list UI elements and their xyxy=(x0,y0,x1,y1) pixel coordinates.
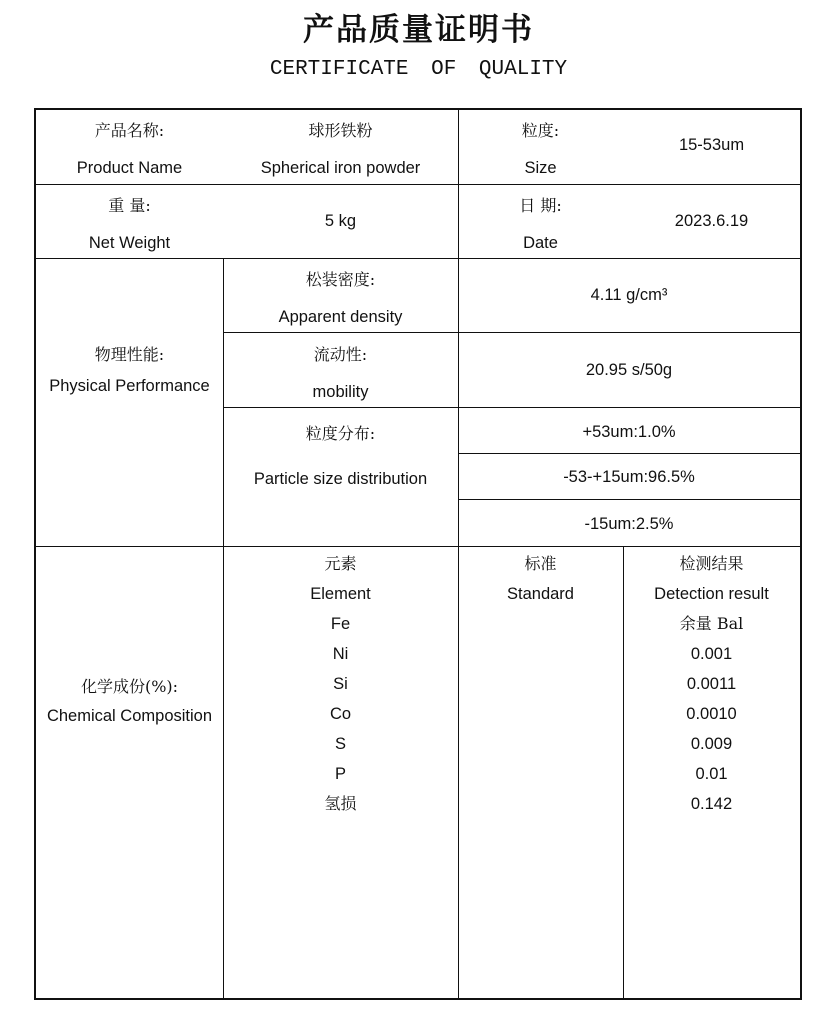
size-label-en: Size xyxy=(524,159,557,177)
apparent-density-value: 4.11 g/cm³ xyxy=(590,286,668,304)
chemical-label xyxy=(36,674,223,726)
rule-density xyxy=(223,332,800,333)
date-value: 2023.6.19 xyxy=(674,212,749,230)
product-value-en: Spherical iron powder xyxy=(260,159,421,177)
result-ni: 0.001 xyxy=(690,645,733,663)
document-title-cn: 产品质量证明书 xyxy=(303,12,534,48)
result-co: 0.0010 xyxy=(686,705,737,723)
date-label xyxy=(458,193,623,253)
weight-value: 5 kg xyxy=(324,212,357,230)
element-ni: Ni xyxy=(332,645,349,663)
rule-physical-end xyxy=(36,546,800,547)
chemical-label-cn: 化学成份(%): xyxy=(80,677,179,696)
size-label xyxy=(458,118,623,178)
element-header-en: Element xyxy=(310,585,371,603)
psd-value-coarse: +53um:1.0% xyxy=(582,423,676,441)
mobility-label xyxy=(223,342,458,402)
product-label-cn: 产品名称: xyxy=(94,121,165,140)
rule-row1 xyxy=(36,184,800,185)
result-p: 0.01 xyxy=(695,765,728,783)
rule-psd-1 xyxy=(458,453,800,454)
psd-label-en: Particle size distribution xyxy=(253,470,428,488)
element-co: Co xyxy=(329,705,352,723)
rule-row2 xyxy=(36,258,800,259)
result-header-en: Detection result xyxy=(654,585,769,603)
standard-header-en: Standard xyxy=(507,585,574,603)
psd-label xyxy=(223,421,458,489)
chemical-label-en: Chemical Composition xyxy=(46,707,213,725)
mobility-value: 20.95 s/50g xyxy=(585,361,673,379)
element-column xyxy=(223,549,458,819)
psd-value-main: -53-+15um:96.5% xyxy=(563,468,695,486)
mobility-label-cn: 流动性: xyxy=(313,345,368,364)
physical-label-en: Physical Performance xyxy=(49,377,210,395)
result-fe: 余量 Bal xyxy=(679,614,744,633)
rule-mobility xyxy=(223,407,800,408)
element-p: P xyxy=(334,765,346,783)
certificate-table xyxy=(34,108,802,1000)
psd-value-fine: -15um:2.5% xyxy=(584,515,674,533)
size-label-cn: 粒度: xyxy=(521,121,560,140)
apparent-density-label-cn: 松装密度: xyxy=(305,270,376,289)
result-si: 0.0011 xyxy=(686,675,737,693)
standard-column xyxy=(458,549,623,609)
product-value-cn: 球形铁粉 xyxy=(308,121,373,140)
weight-label-en: Net Weight xyxy=(88,234,171,252)
date-label-cn: 日 期: xyxy=(519,196,562,215)
physical-label-cn: 物理性能: xyxy=(94,345,165,364)
document-title-en: CERTIFICATE OF QUALITY xyxy=(269,58,568,81)
element-header-cn: 元素 xyxy=(324,554,357,573)
rule-psd-2 xyxy=(458,499,800,500)
psd-label-cn: 粒度分布: xyxy=(305,424,376,443)
standard-header-cn: 标准 xyxy=(524,554,557,573)
apparent-density-label-en: Apparent density xyxy=(278,308,403,326)
product-label xyxy=(36,118,223,178)
element-si: Si xyxy=(333,675,348,693)
element-hydrogen-loss: 氢损 xyxy=(324,794,357,813)
result-hydrogen-loss: 0.142 xyxy=(690,795,733,813)
mobility-label-en: mobility xyxy=(312,383,369,401)
weight-label-cn: 重 量: xyxy=(108,196,151,215)
apparent-density-label xyxy=(223,267,458,327)
physical-label xyxy=(36,342,223,396)
element-s: S xyxy=(334,735,346,753)
result-column xyxy=(623,549,800,819)
product-label-en: Product Name xyxy=(76,159,183,177)
product-value xyxy=(223,118,458,178)
size-value: 15-53um xyxy=(678,136,745,154)
weight-label xyxy=(36,193,223,253)
result-s: 0.009 xyxy=(690,735,733,753)
date-label-en: Date xyxy=(523,234,558,252)
result-header-cn: 检测结果 xyxy=(679,554,744,573)
element-fe: Fe xyxy=(330,615,351,633)
